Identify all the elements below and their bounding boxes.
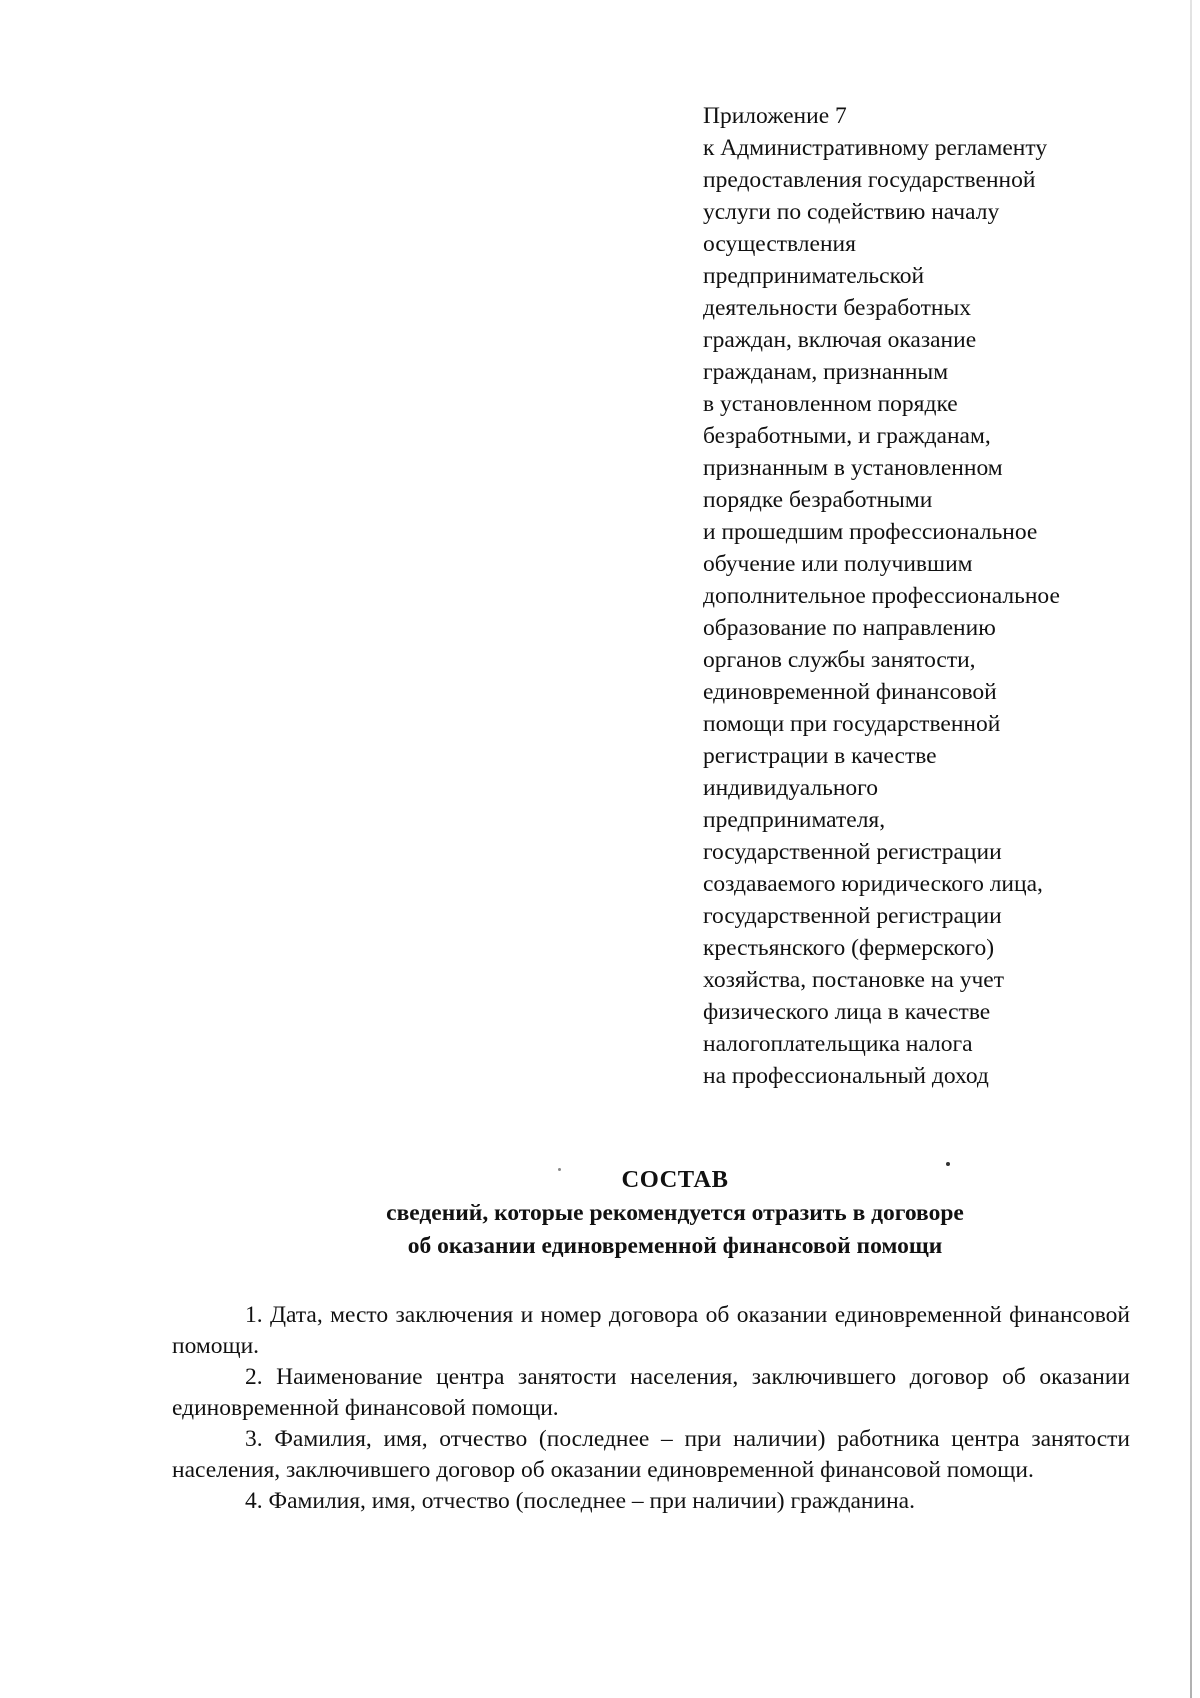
appendix-line: образование по направлению xyxy=(703,615,996,641)
appendix-line: деятельности безработных xyxy=(703,295,972,321)
appendix-line: дополнительное профессиональное xyxy=(703,583,1060,609)
appendix-line: предпринимательской xyxy=(703,263,925,289)
appendix-line: единовременной финансовой xyxy=(703,679,997,705)
appendix-line: регистрации в качестве xyxy=(703,743,937,769)
appendix-line: государственной регистрации xyxy=(703,903,1002,929)
appendix-line: гражданам, признанным xyxy=(703,359,949,385)
appendix-line: на профессиональный доход xyxy=(703,1063,989,1089)
appendix-line: предоставления государственной xyxy=(703,167,1036,193)
list-item: 3. Фамилия, имя, отчество (последнее – при наличии) работника центра занятости населения, заключившего договор об оказании единовременной финансовой помощи. xyxy=(172,1426,1130,1483)
appendix-line: создаваемого юридического лица, xyxy=(703,871,1043,897)
appendix-line: предпринимателя, xyxy=(703,807,886,833)
appendix-line: к Административному регламенту xyxy=(703,135,1048,161)
scan-speck xyxy=(558,1168,561,1171)
list-item: 1. Дата, место заключения и номер договора об оказании единовременной финансовой помощи. xyxy=(172,1302,1130,1359)
appendix-header-block xyxy=(703,100,1143,1092)
items-list xyxy=(172,1300,1130,1517)
appendix-line: государственной регистрации xyxy=(703,839,1002,865)
appendix-line: услуги по содействию началу xyxy=(703,199,1000,225)
document-title: СОСТАВ xyxy=(621,1166,729,1193)
appendix-line: признанным в установленном xyxy=(703,455,1003,481)
appendix-line: осуществления xyxy=(703,231,856,257)
list-item: 2. Наименование центра занятости населения, заключившего договор об оказании единовременной финансовой помощи. xyxy=(172,1364,1130,1421)
appendix-line: физического лица в качестве xyxy=(703,999,991,1025)
appendix-line: хозяйства, постановке на учет xyxy=(703,967,1004,993)
scan-speck xyxy=(946,1162,950,1166)
document-subtitle-line: об оказании единовременной финансовой помощи xyxy=(407,1233,943,1259)
appendix-line: порядке безработными xyxy=(703,487,933,513)
appendix-line: безработными, и гражданам, xyxy=(703,423,991,449)
appendix-line: налогоплательщика налога xyxy=(703,1031,973,1057)
appendix-line: индивидуального xyxy=(703,775,878,801)
appendix-line: в установленном порядке xyxy=(703,391,958,417)
document-subtitle-line: сведений, которые рекомендуется отразить в договоре xyxy=(386,1200,964,1226)
appendix-line: граждан, включая оказание xyxy=(703,327,977,353)
appendix-line: органов службы занятости, xyxy=(703,647,976,673)
list-item: 4. Фамилия, имя, отчество (последнее – при наличии) гражданина. xyxy=(245,1488,915,1514)
appendix-line: и прошедшим профессиональное xyxy=(703,519,1038,545)
appendix-line: помощи при государственной xyxy=(703,711,1001,737)
document-title-block xyxy=(170,1163,1180,1263)
appendix-line: обучение или получившим xyxy=(703,551,973,577)
appendix-line: крестьянского (фермерского) xyxy=(703,935,995,961)
appendix-line: Приложение 7 xyxy=(703,103,847,129)
scan-edge-shadow xyxy=(1190,0,1192,1698)
